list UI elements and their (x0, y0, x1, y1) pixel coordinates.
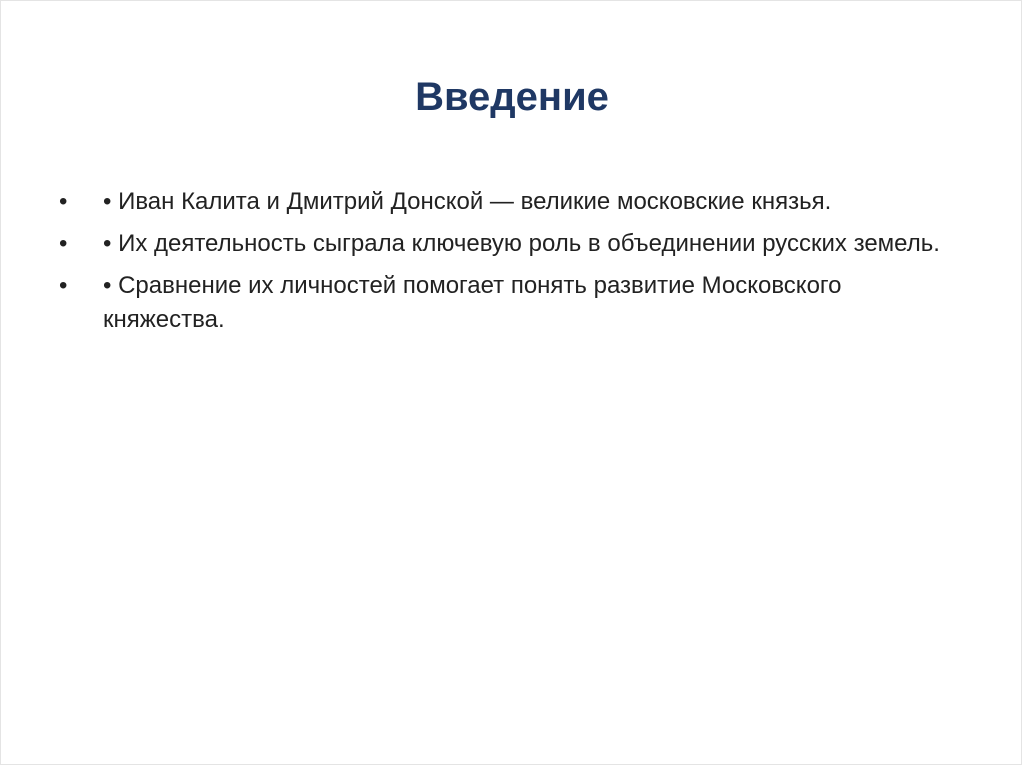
bullet-text: • Их деятельность сыграла ключевую роль в объединении русских земель. (103, 230, 940, 257)
bullet-marker: • (59, 230, 68, 257)
bullet-list (57, 185, 957, 345)
slide-title: Введение (415, 75, 609, 119)
list-item (57, 269, 957, 337)
list-item (57, 227, 957, 261)
bullet-marker: • (59, 272, 68, 299)
bullet-text: • Сравнение их личностей помогает понять развитие Московского княжества. (103, 272, 842, 333)
list-item (57, 185, 957, 219)
bullet-text: • Иван Калита и Дмитрий Донской — великие московские князья. (103, 188, 832, 215)
bullet-marker: • (59, 188, 68, 215)
